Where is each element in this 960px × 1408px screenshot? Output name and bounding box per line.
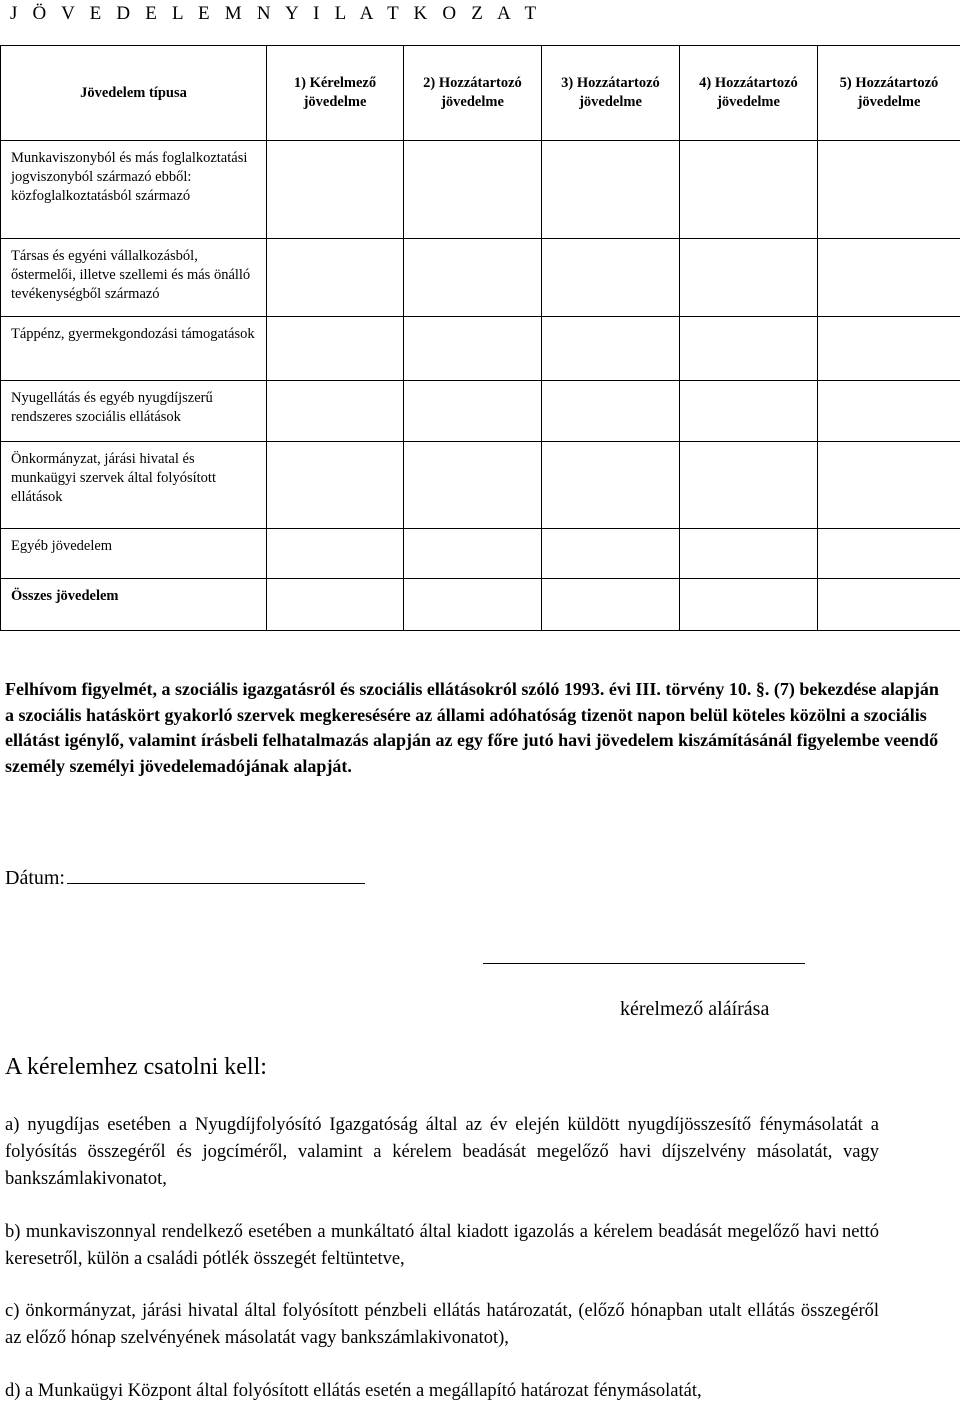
income-cell[interactable] — [404, 579, 542, 631]
income-cell[interactable] — [680, 442, 818, 529]
row-label-total-income: Összes jövedelem — [1, 579, 267, 631]
income-cell[interactable] — [818, 529, 960, 579]
income-cell[interactable] — [542, 529, 680, 579]
table-row — [1, 529, 960, 579]
income-cell[interactable] — [267, 381, 404, 442]
income-cell[interactable] — [542, 317, 680, 381]
attachment-item-municipal: c) önkormányzat, járási hivatal által folyósított pénzbeli ellátás határozatát, (előző hónapban utalt ellátás összegéről az előző hónap szelvényének másolatát vagy bankszámlakivonatot), — [5, 1301, 879, 1348]
attachment-item-pension: a) nyugdíjas esetében a Nyugdíjfolyósító Igazgatóság által az év elején küldött nyugdíjösszesítő fénymásolatát a folyósítás összegéről és jogcíméről, valamint a kérelem beadását megelőző havi díjszelvény másolatát, vagy bankszámlakivonatot, — [5, 1115, 879, 1189]
income-cell[interactable] — [680, 529, 818, 579]
legal-notice: Felhívom figyelmét, a szociális igazgatásról és szociális ellátásokról szóló 1993. évi III. törvény 10. §. (7) bekezdése alapján a szociális hatáskört gyakorló szervek megkeresésére az állami adóhatóság tizenöt napon belül köteles közölni a szociális ellátást igénylő, valamint írásbeli felhatalmazás alapján az egy főre jutó havi jövedelem kiszámításánál figyelembe veendő személy személyi jövedelemadójának alapját. — [5, 679, 939, 776]
signature-label: kérelmező aláírása — [620, 998, 770, 1020]
table-row — [1, 579, 960, 631]
income-cell[interactable] — [542, 442, 680, 529]
income-cell[interactable] — [267, 317, 404, 381]
header-relative-5-income: 5) Hozzátartozó jövedelme — [818, 46, 960, 141]
income-cell[interactable] — [680, 141, 818, 239]
income-cell[interactable] — [818, 579, 960, 631]
income-cell[interactable] — [267, 579, 404, 631]
row-label-other-income: Egyéb jövedelem — [1, 529, 267, 579]
signature-line[interactable] — [483, 963, 805, 964]
income-cell[interactable] — [404, 442, 542, 529]
row-label-municipal-benefits: Önkormányzat, járási hivatal és munkaügyi szervek által folyósított ellátások — [1, 442, 267, 529]
income-cell[interactable] — [818, 141, 960, 239]
income-cell[interactable] — [542, 381, 680, 442]
table-row — [1, 239, 960, 317]
header-relative-2-income: 2) Hozzátartozó jövedelme — [404, 46, 542, 141]
header-relative-3-income: 3) Hozzátartozó jövedelme — [542, 46, 680, 141]
income-cell[interactable] — [818, 239, 960, 317]
income-cell[interactable] — [404, 381, 542, 442]
income-cell[interactable] — [680, 239, 818, 317]
table-row — [1, 442, 960, 529]
row-label-sick-pay: Táppénz, gyermekgondozási támogatások — [1, 317, 267, 381]
row-label-enterprise: Társas és egyéni vállalkozásból, őstermelői, illetve szellemi és más önálló tevékenységből származó — [1, 239, 267, 317]
income-cell[interactable] — [818, 317, 960, 381]
attachments-heading: A kérelemhez csatolni kell: — [5, 1054, 267, 1080]
income-cell[interactable] — [267, 529, 404, 579]
row-label-pension: Nyugellátás és egyéb nyugdíjszerű rendszeres szociális ellátások — [1, 381, 267, 442]
header-applicant-income: 1) Kérelmező jövedelme — [267, 46, 404, 141]
row-label-employment: Munkaviszonyból és más foglalkoztatási jogviszonyból származó ebből: közfoglalkoztatásból származó — [1, 141, 267, 239]
income-cell[interactable] — [680, 317, 818, 381]
income-cell[interactable] — [404, 239, 542, 317]
date-input-line[interactable] — [67, 863, 365, 884]
income-cell[interactable] — [542, 579, 680, 631]
income-cell[interactable] — [267, 442, 404, 529]
date-label: Dátum: — [5, 867, 65, 889]
table-row — [1, 381, 960, 442]
income-cell[interactable] — [680, 381, 818, 442]
header-relative-4-income: 4) Hozzátartozó jövedelme — [680, 46, 818, 141]
income-cell[interactable] — [818, 381, 960, 442]
header-income-type: Jövedelem típusa — [1, 46, 267, 141]
table-row — [1, 141, 960, 239]
attachment-item-employment: b) munkaviszonnyal rendelkező esetében a munkáltató által kiadott igazolás a kérelem beadását megelőző havi nettó keresetről, külön a családi pótlék összegét feltüntetve, — [5, 1222, 879, 1269]
income-cell[interactable] — [404, 141, 542, 239]
income-cell[interactable] — [542, 141, 680, 239]
page-title: J Ö V E D E L E M N Y I L A T K O Z A T — [10, 3, 542, 24]
attachment-item-labour-centre: d) a Munkaügyi Központ által folyósított ellátás esetén a megállapító határozat fénymásolatát, — [5, 1381, 702, 1401]
income-cell[interactable] — [267, 141, 404, 239]
income-cell[interactable] — [818, 442, 960, 529]
income-table — [0, 45, 960, 631]
date-row — [5, 863, 365, 891]
income-cell[interactable] — [267, 239, 404, 317]
table-row — [1, 317, 960, 381]
income-cell[interactable] — [404, 529, 542, 579]
table-header-row — [1, 46, 960, 141]
income-cell[interactable] — [680, 579, 818, 631]
income-cell[interactable] — [542, 239, 680, 317]
income-cell[interactable] — [404, 317, 542, 381]
